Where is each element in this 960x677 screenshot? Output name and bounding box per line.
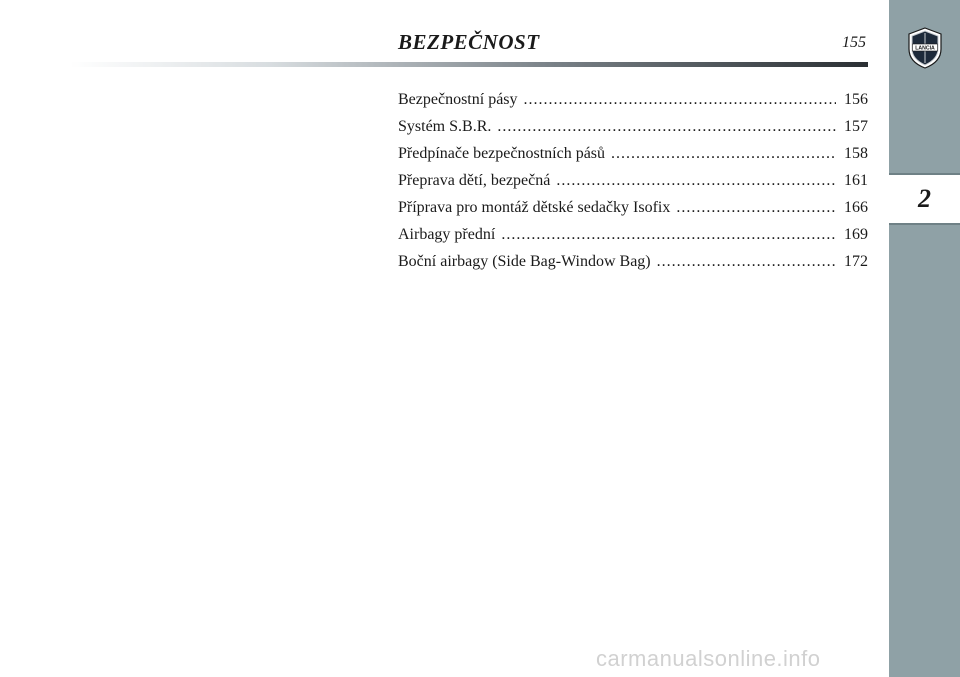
toc-entry-label: Přeprava dětí, bezpečná — [398, 172, 551, 189]
dot-leader — [524, 90, 836, 110]
chapter-side-tab — [889, 0, 960, 677]
toc-entry-label: Systém S.B.R. — [398, 118, 492, 135]
toc-entry-page: 156 — [844, 91, 868, 108]
dot-leader — [556, 171, 836, 191]
toc-entry-label: Bezpečnostní pásy — [398, 91, 518, 108]
toc-entry-page: 166 — [844, 199, 868, 216]
svg-text:LANCIA: LANCIA — [915, 45, 935, 52]
toc-entry-page: 158 — [844, 145, 868, 162]
toc-entry[interactable] — [398, 144, 868, 171]
dot-leader — [657, 252, 836, 272]
dot-leader — [497, 117, 836, 137]
toc-entry[interactable] — [398, 117, 868, 144]
header-divider — [70, 62, 868, 67]
toc-entry-page: 172 — [844, 253, 868, 270]
toc-entry-label: Příprava pro montáž dětské sedačky Isofix — [398, 199, 671, 216]
page-number: 155 — [842, 34, 866, 51]
toc-entry-page: 157 — [844, 118, 868, 135]
toc-entry-label: Airbagy přední — [398, 226, 496, 243]
chapter-number: 2 — [918, 184, 931, 213]
watermark: carmanualsonline.info — [596, 646, 821, 671]
lancia-logo-icon — [906, 27, 944, 69]
toc-entry[interactable] — [398, 171, 868, 198]
dot-leader — [611, 144, 836, 164]
toc-entry-label: Předpínače bezpečnostních pásů — [398, 145, 606, 162]
table-of-contents — [398, 90, 868, 279]
toc-entry[interactable] — [398, 198, 868, 225]
toc-entry[interactable] — [398, 90, 868, 117]
toc-entry-label: Boční airbagy (Side Bag-Window Bag) — [398, 253, 651, 270]
dot-leader — [676, 198, 836, 218]
chapter-indicator — [889, 173, 960, 225]
section-title: BEZPEČNOST — [398, 30, 540, 54]
toc-entry-page: 161 — [844, 172, 868, 189]
toc-entry[interactable] — [398, 225, 868, 252]
toc-entry-page: 169 — [844, 226, 868, 243]
toc-entry[interactable] — [398, 252, 868, 279]
dot-leader — [501, 225, 836, 245]
